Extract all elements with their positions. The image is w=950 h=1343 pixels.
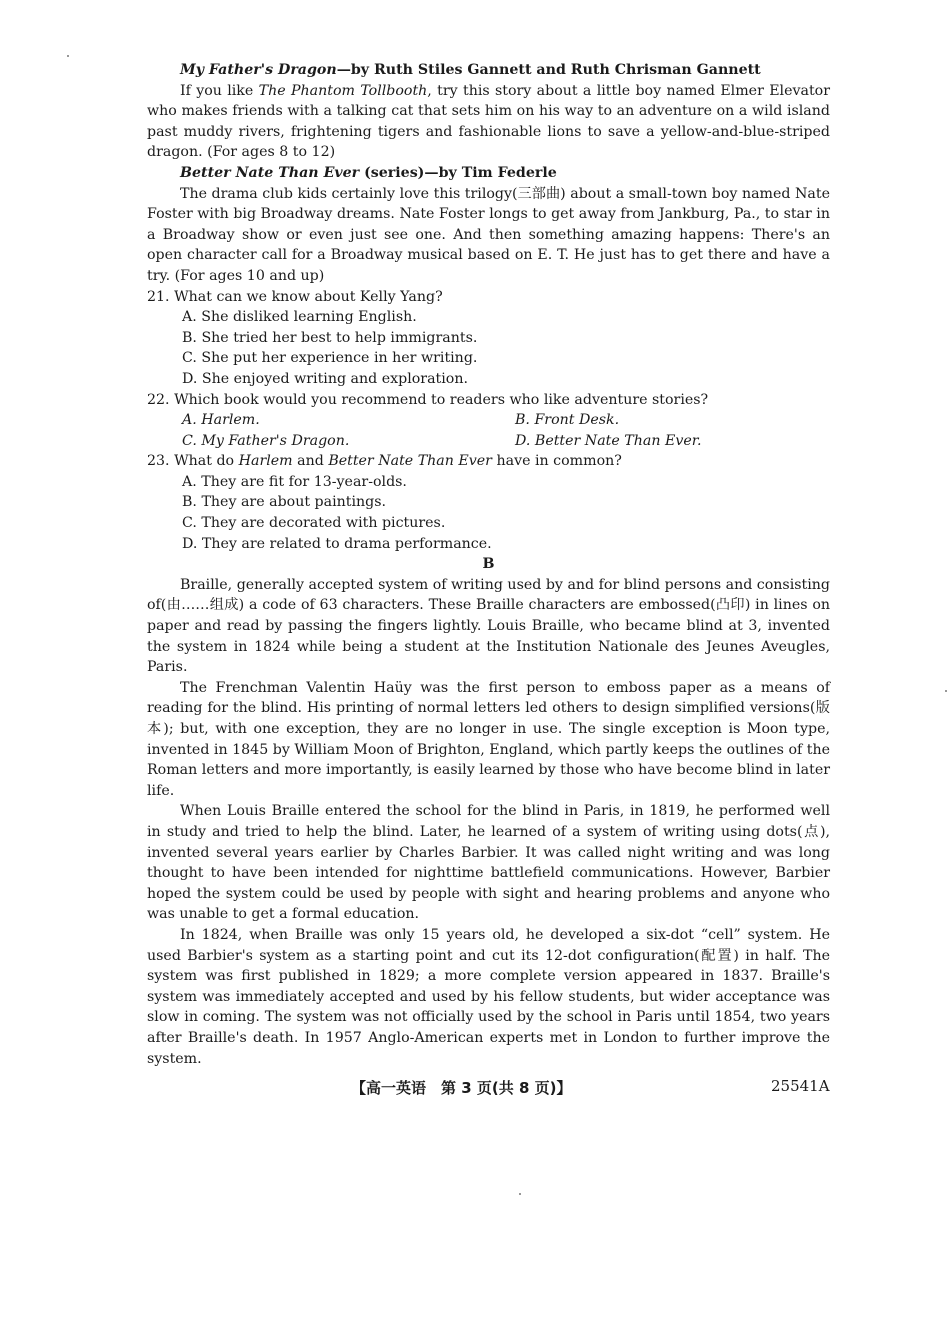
passage-b-paragraph-1: Braille, generally accepted system of writing used by and for blind persons and consisting of(由……组成) a code of 63 characters. These Braille characters are embossed(凸印) in lines on paper and read by passing the fingers lightly. Louis Braille, who became blind at 3, invented the system in 1824 while being a student at the Institution Nationale des Jeunes Aveugles, Paris. (147, 576, 830, 676)
book-series-tag: (series) (364, 164, 425, 181)
page-footer (0, 1077, 950, 1101)
question-21-stem: 21. What can we know about Kelly Yang? (147, 288, 443, 305)
q23-text: 23. What do (147, 453, 239, 470)
book-description (147, 81, 830, 163)
question-21-option-c: C. She put her experience in her writing. (182, 350, 478, 367)
question-23-option-b: B. They are about paintings. (182, 494, 387, 511)
scan-speck (945, 690, 947, 692)
book-heading-better-nate (147, 163, 830, 184)
passage-b-paragraph-3: When Louis Braille entered the school for the blind in Paris, in 1819, he performed well in study and tried to help the blind. Later, he learned of a system of writing using dots(点), invented several years earlier by Charles Barbier. It was called night writing and was long thought to have been intended for nighttime battlefield communications. However, Barbier hoped the system could be used by people with sight and hearing problems and anyone who was unable to get a formal education. (147, 803, 830, 923)
question-21-option-d: D. She enjoyed writing and exploration. (182, 370, 468, 387)
question-22-option-a: A. Harlem. (182, 412, 260, 429)
question-23-option-a: A. They are fit for 13-year-olds. (182, 473, 407, 490)
q23-text: have in common? (491, 453, 622, 470)
question-23-stem (147, 451, 830, 472)
book-heading-my-fathers-dragon (147, 60, 830, 81)
question-22-option-d: D. Better Nate Than Ever. (515, 432, 702, 449)
book-title: Better Nate Than Ever (180, 164, 360, 181)
book-title: My Father's Dragon (180, 62, 337, 78)
desc-text: If you like (180, 82, 259, 99)
question-22-option-c: C. My Father's Dragon. (182, 432, 350, 449)
question-22-option-b: B. Front Desk. (515, 412, 620, 429)
book-dash: — (424, 164, 439, 181)
question-22-options-row-2 (147, 431, 830, 452)
footer-page-info: 【高一英语 第 3 页(共 8 页)】 (351, 1079, 572, 1097)
desc-book-title: The Phantom Tollbooth (258, 82, 428, 99)
passage-b-paragraph-4: In 1824, when Braille was only 15 years old, he developed a six-dot “cell” system. He used Barbier's system as a starting point and cut its 12-dot configuration(配置) in half. The system was first published in 1829; a more complete version appeared in 1837. Braille's system was immediately accepted and used by his fellow students, but wider acceptance was slow in coming. The system was not officially used by the school in Paris until 1854, two years after Braille's death. In 1957 Anglo-American experts met in London to further improve the system. (147, 926, 830, 1067)
page-content (147, 60, 830, 1069)
footer-exam-code: 25541A (771, 1077, 830, 1095)
passage-b-paragraph-2: The Frenchman Valentin Haüy was the first person to emboss paper as a means of reading for the blind. His printing of normal letters led others to design simplified versions(版本); but, with one exception, they are no longer in use. The single exception is Moon type, invented in 1845 by William Moon of Brighton, England, which partly keeps the outlines of the Roman letters and more importantly, is easily learned by those who have become blind in later life. (147, 679, 830, 799)
scan-speck (519, 1193, 521, 1195)
q23-title: Better Nate Than Ever (328, 453, 492, 470)
question-22-stem: 22. Which book would you recommend to readers who like adventure stories? (147, 391, 709, 408)
scan-speck (67, 55, 69, 57)
question-21-option-a: A. She disliked learning English. (182, 309, 417, 326)
book-byline: by Ruth Stiles Gannett and Ruth Chrisman Gannett (350, 62, 761, 78)
question-21-option-b: B. She tried her best to help immigrants. (182, 329, 478, 346)
book-description: The drama club kids certainly love this trilogy(三部曲) about a small-town boy named Nate Foster with big Broadway dreams. Nate Foster longs to get away from Jankburg, Pa., to star in a Broadway show or even just see one. And then something amazing happens: There's an open character call for a Broadway musical based on E. T. He just has to get there and have a try. (For ages 10 and up) (147, 185, 830, 284)
question-23-option-c: C. They are decorated with pictures. (182, 515, 446, 532)
book-byline: by Tim Federle (438, 164, 557, 181)
section-b-label: B (482, 556, 495, 573)
q23-title: Harlem (238, 453, 293, 470)
question-23-option-d: D. They are related to drama performance. (182, 535, 492, 552)
q23-text: and (292, 453, 329, 470)
desc-text: , try this story about a little boy named Elmer Elevator who makes friends with a talking cat that sets him on his way to an adventure on a wild island past muddy rivers, frightening tigers and fashionable lions to save a yellow-and-blue-striped dragon. (For ages 8 to 12) (147, 82, 830, 161)
question-22-options-row-1 (147, 410, 830, 431)
book-dash: — (336, 62, 351, 78)
